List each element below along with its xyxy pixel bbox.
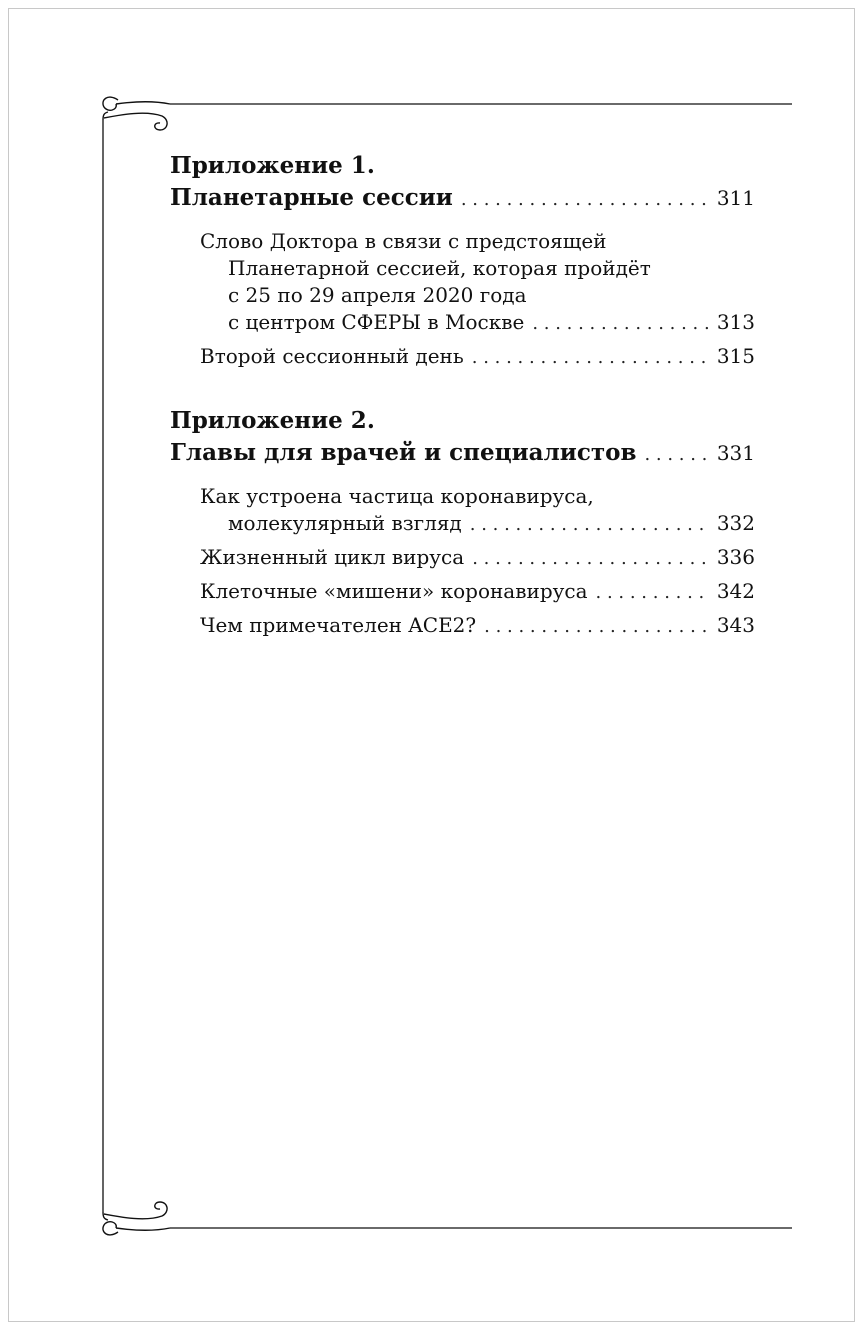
page-number: 311: [716, 186, 755, 210]
sub-entries: [170, 228, 755, 371]
section-entry[interactable]: [170, 437, 755, 471]
entry-last-line: [200, 343, 755, 371]
table-of-contents: [170, 150, 755, 646]
page-number: 331: [716, 441, 755, 465]
bottom-flourish-icon: [103, 1202, 170, 1235]
leader-dots: [596, 579, 709, 606]
toc-section-appendix-2: [170, 405, 755, 640]
leader-dots: [461, 184, 709, 216]
section-title-main: Планетарные сессии: [170, 184, 453, 211]
leader-dots: [484, 613, 709, 640]
section-title-main: Главы для врачей и специалистов: [170, 439, 637, 466]
entry-line: Как устроена частица коронавируса,: [200, 484, 594, 508]
toc-entry[interactable]: [170, 343, 755, 371]
section-entry[interactable]: [170, 182, 755, 216]
entry-line: Слово Доктора в связи с предстоящей: [200, 229, 607, 253]
sub-entries: [170, 483, 755, 640]
entry-last-line: [200, 544, 755, 572]
section-title: Приложение 2.: [170, 407, 375, 434]
entry-text: Второй сессионный день: [200, 344, 464, 368]
entry-text: Клеточные «мишени» коронавируса: [200, 579, 588, 603]
leader-dots: [644, 439, 708, 471]
entry-text: Чем примечателен ACE2?: [200, 613, 477, 637]
top-flourish-icon: [103, 97, 170, 130]
toc-entry[interactable]: [170, 228, 755, 337]
leader-dots: [472, 545, 709, 572]
toc-entry[interactable]: [170, 483, 755, 538]
page-number: 313: [716, 310, 755, 334]
toc-entry[interactable]: [170, 578, 755, 606]
page-number: 343: [716, 613, 755, 637]
entry-text: молекулярный взгляд: [228, 511, 462, 535]
toc-section-appendix-1: [170, 150, 755, 371]
page-number: 336: [716, 545, 755, 569]
leader-dots: [472, 344, 709, 371]
page-number: 342: [716, 579, 755, 603]
entry-text: Жизненный цикл вируса: [200, 545, 465, 569]
entry-line: с 25 по 29 апреля 2020 года: [228, 283, 527, 307]
leader-dots: [532, 310, 708, 337]
page-number: 332: [716, 511, 755, 535]
toc-entry[interactable]: [170, 612, 755, 640]
entry-last-line: [200, 578, 755, 606]
toc-entry[interactable]: [170, 544, 755, 572]
entry-last-line: [200, 510, 755, 538]
section-title: Приложение 1.: [170, 152, 375, 179]
entry-last-line: [200, 309, 755, 337]
page-number: 315: [716, 344, 755, 368]
entry-line: Планетарной сессией, которая пройдёт: [228, 256, 651, 280]
entry-last-line: [200, 612, 755, 640]
entry-text: с центром СФЕРЫ в Москве: [228, 310, 525, 334]
leader-dots: [470, 511, 709, 538]
